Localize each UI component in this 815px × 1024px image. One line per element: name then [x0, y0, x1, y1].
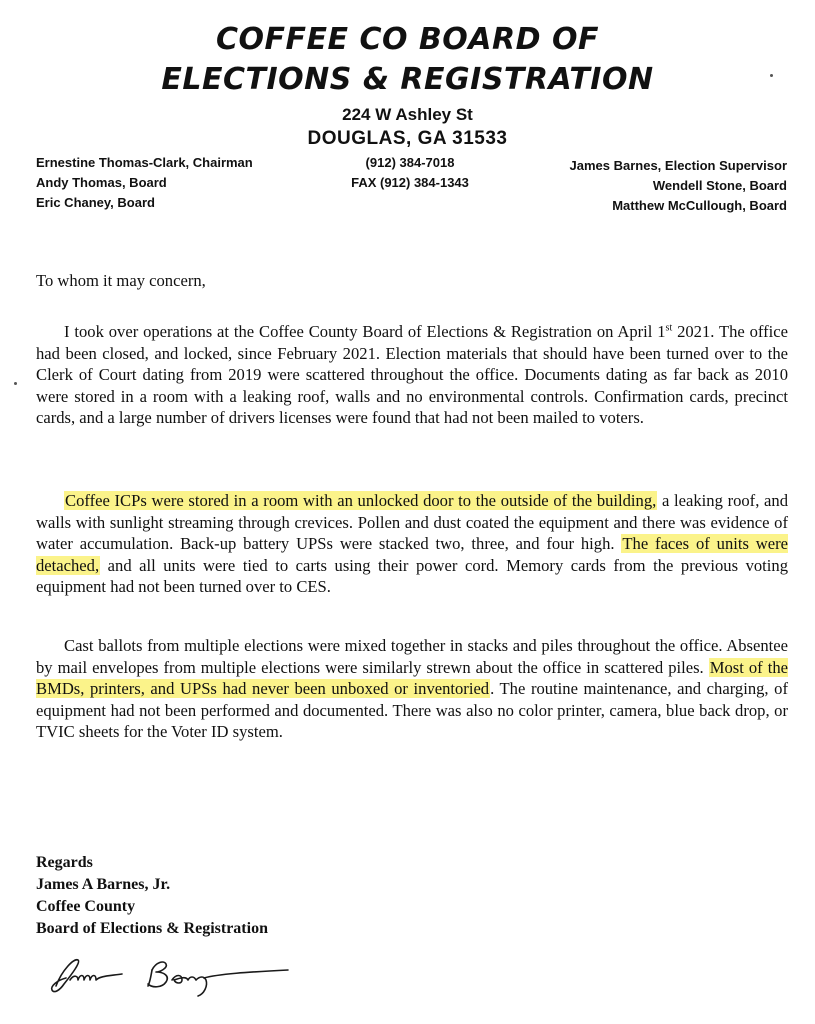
letterhead-title-line1: COFFEE CO BOARD OF	[216, 22, 599, 57]
scan-speck	[14, 382, 17, 385]
letterhead-title-line2: ELECTIONS & REGISTRATION	[161, 62, 654, 97]
paragraph-text: Cast ballots from multiple elections were mixed together in stacks and piles throughout the office. Absentee by mail envelopes from multiple elections were similarly strewn about the office in scattered piles.	[36, 636, 788, 677]
address-city: DOUGLAS, GA 31533	[307, 128, 508, 149]
member-name: Wendell Stone, Board	[652, 178, 787, 193]
paragraph-text: and all units were tied to carts using their power cord. Memory cards from the previous voting equipment had not been turned over to CES.	[36, 555, 788, 597]
member-name: Andy Thomas, Board	[36, 175, 167, 190]
contact-numbers	[330, 153, 490, 193]
paragraph-text: 2021. The office had been closed, and locked, since February 2021. Election materials that should have been turned over to the Clerk of Court dating from 2019 were scattered throughout the office. Documents dating as far back as 2010 were stored in a room with a leaking roof, walls and no environmental controls. Confirmation cards, precinct cards, and a large number of drivers licenses were found that had not been mailed to voters.	[36, 322, 789, 428]
signer-name: James A Barnes, Jr.	[36, 876, 171, 893]
highlighted-text: Coffee ICPs were stored in a room with an unlocked door to the outside of the building,	[65, 491, 657, 510]
signer-county: Coffee County	[36, 898, 136, 915]
signer-board: Board of Elections & Registration	[36, 920, 268, 937]
scan-speck	[770, 74, 773, 77]
phone-number: (912) 384-7018	[365, 155, 455, 170]
paragraph-2	[36, 490, 788, 598]
salutation: To whom it may concern,	[36, 271, 206, 290]
fax-number: FAX (912) 384-1343	[351, 175, 469, 190]
address-street: 224 W Ashley St	[342, 105, 473, 124]
ordinal-suffix: st	[665, 322, 673, 334]
highlighted-text: The faces of units were detached,	[36, 534, 789, 575]
member-name: Ernestine Thomas-Clark, Chairman	[36, 155, 253, 170]
paragraph-text: a leaking roof, and walls with sunlight streaming through crevices. Pollen and dust coated the equipment and there was evidence of water accumulation. Back-up battery UPSs were stacked two, three, and four high.	[36, 491, 789, 554]
member-name: Eric Chaney, Board	[36, 195, 155, 210]
handwritten-signature	[48, 950, 308, 1000]
paragraph-text: . The routine maintenance, and charging, of equipment had not been performed and documented. There was also no color printer, camera, blue back drop, or TVIC sheets for the Voter ID system.	[36, 679, 788, 742]
regards: Regards	[36, 854, 93, 871]
paragraph-1	[36, 321, 788, 429]
closing-block	[36, 852, 268, 940]
board-members-left	[36, 153, 253, 213]
highlighted-text: Most of the BMDs, printers, and UPSs had never been unboxed or inventoried	[36, 657, 789, 699]
member-name: Matthew McCullough, Board	[612, 198, 787, 213]
paragraph-3	[36, 635, 788, 743]
board-members-right	[570, 156, 787, 216]
member-name: James Barnes, Election Supervisor	[569, 158, 787, 173]
paragraph-text: I took over operations at the Coffee County Board of Elections & Registration on April 1	[64, 322, 666, 341]
